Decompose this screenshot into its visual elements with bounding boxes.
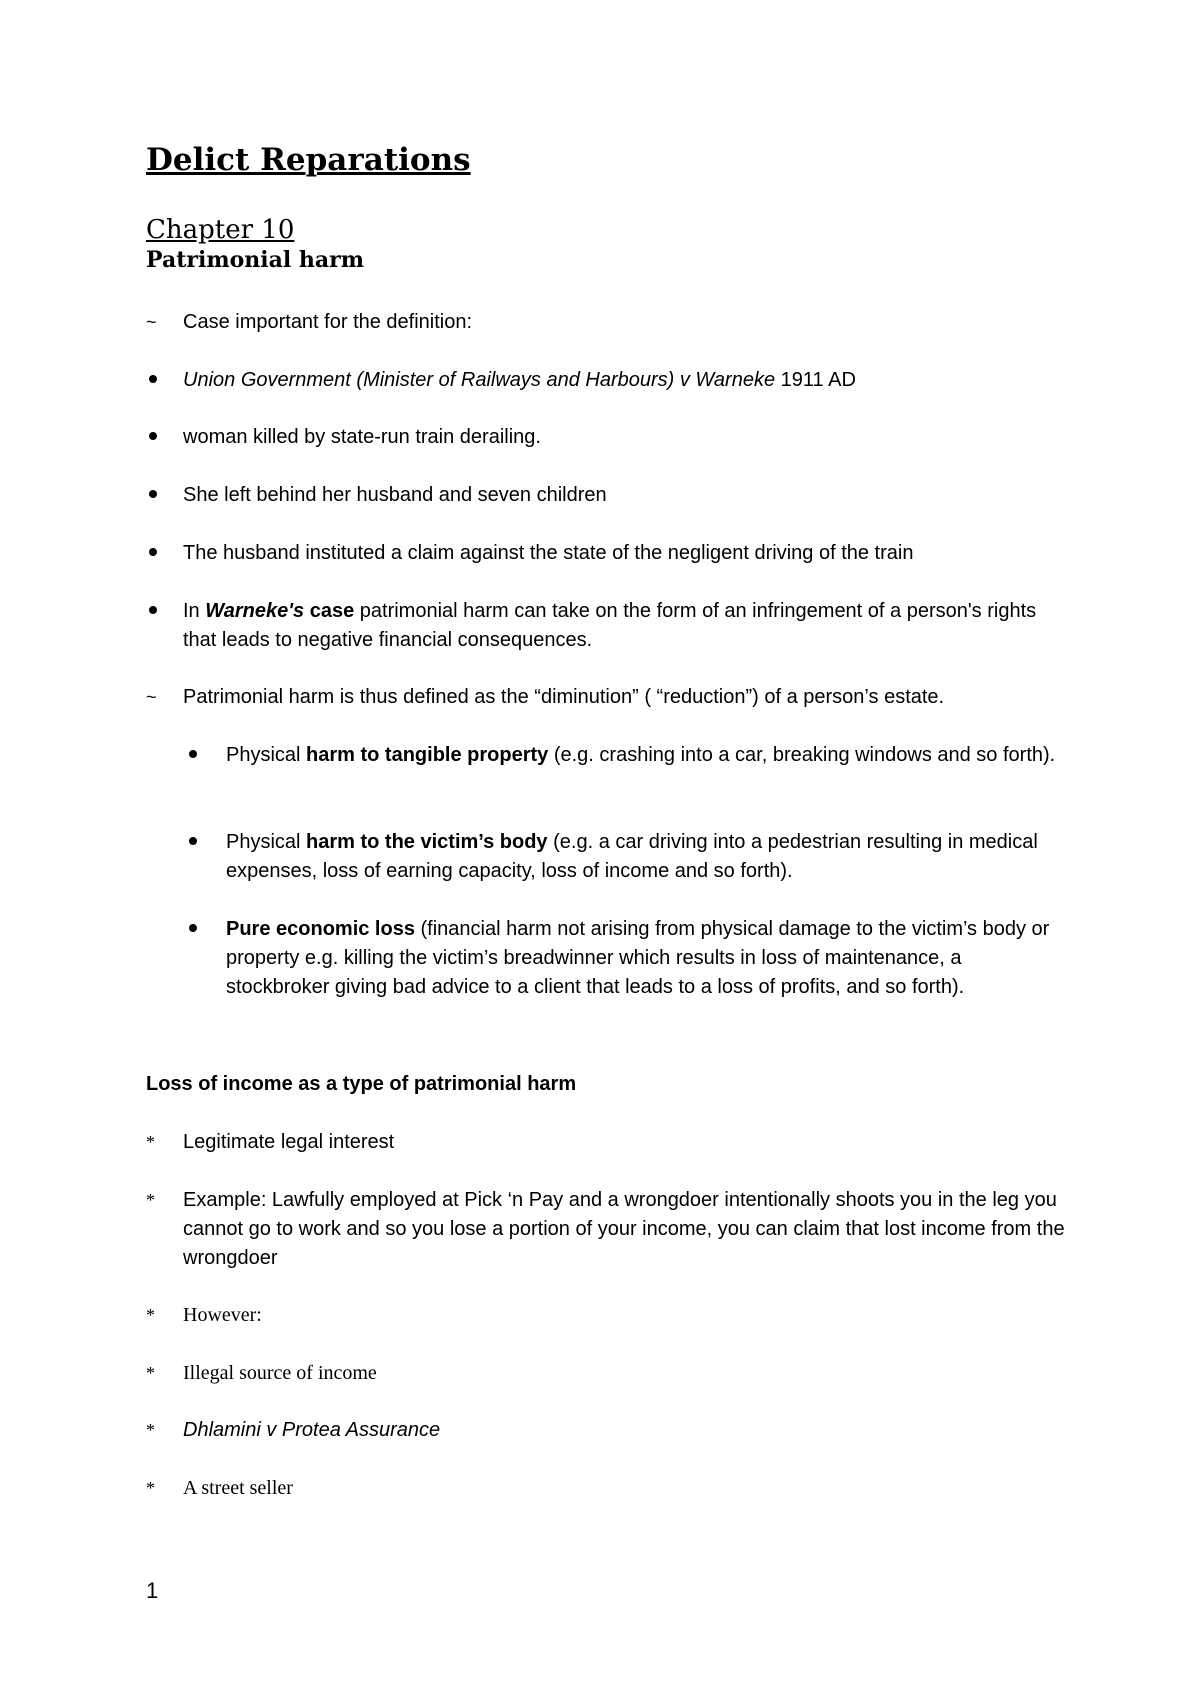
section-subtitle: Patrimonial harm: [146, 247, 365, 273]
bullet-icon: [146, 481, 176, 510]
tilde-marker: ~: [146, 312, 157, 332]
star-item-text: Legitimate legal interest: [183, 1131, 395, 1153]
warneke-name: Warneke's: [205, 600, 305, 622]
bullet-icon: [186, 915, 216, 944]
asterisk-marker: *: [146, 1478, 155, 1498]
bullet-icon: [146, 539, 176, 568]
document-title: Delict Reparations: [146, 142, 471, 178]
asterisk-marker: *: [146, 1305, 155, 1325]
chapter-heading: Chapter 10: [146, 215, 295, 245]
list-item-text: She left behind her husband and seven children: [183, 484, 607, 506]
bullet-icon: [146, 366, 176, 395]
bullet-icon: [146, 423, 176, 452]
list-item-text: woman killed by state-run train derailing.: [183, 426, 541, 448]
star-item-text: A street seller: [183, 1477, 293, 1499]
page-content: Delict Reparations Chapter 10 Patrimonial harm ~ Case important for the definition: Union Government (Minister of Railways and Harbours) v Warneke 1911 AD woman killed by state-run train derailing. She left behind her husband and seven children The husband instituted a claim against the state of the negligent driving of the train In Warneke's case patrimonial harm can take on the form of an infringement of a person's rights that leads to negative financial consequences. ~ Patrimonial harm is thus defined as the “diminution” ( “reduction”) of a person’s estate. Physical harm to tangible property (e.g. crashing into a car, breaking windows and so forth). Physical harm to the victim’s body (e.g. a car driving into a pedestrian resulting in medical expenses, loss of earning capacity, loss of income and so forth). Pure economic loss (financial harm not arising from physical damage to the victim’s body or property e.g. killing the victim’s breadwinner which results in loss of maintenance, a stockbroker giving bad advice to a client that leads to a loss of profits, and so forth). Loss of income as a type of patrimonial harm * Legitimate legal interest * Example: Lawfully employed at Pick ‘n Pay and a wrongdoer intentionally shoots you in the leg you cannot go to work and so you lose a portion of your income, you can claim that lost income from the wrongdoer * However: * Illegal source of income * Dhlamini v Protea Assurance * A street seller: [146, 140, 1066, 274]
page-number: 1: [146, 1578, 159, 1603]
bullet-icon: [186, 828, 216, 857]
asterisk-marker: *: [146, 1363, 155, 1383]
asterisk-marker: *: [146, 1190, 155, 1210]
case-name: Union Government (Minister of Railways and Harbours) v Warneke: [183, 369, 776, 391]
bullet-icon: [146, 597, 176, 626]
star-item-text: Dhlamini v Protea Assurance: [183, 1419, 441, 1441]
bullet-icon: [186, 741, 216, 770]
definition-text: Patrimonial harm is thus defined as the “diminution” ( “reduction”) of a person’s estate.: [183, 686, 945, 708]
asterisk-marker: *: [146, 1420, 155, 1440]
asterisk-marker: *: [146, 1132, 155, 1152]
section-heading: Loss of income as a type of patrimonial harm: [146, 1073, 577, 1095]
case-citation: 1911 AD: [775, 369, 856, 391]
star-item-text: However:: [183, 1304, 262, 1326]
star-item-text: Example: Lawfully employed at Pick ‘n Pay and a wrongdoer intentionally shoots you in the leg you cannot go to work and so you lose a portion of your income, you can claim that lost income from the wrongdoer: [183, 1189, 1065, 1269]
list-item-text: The husband instituted a claim against the state of the negligent driving of the train: [183, 542, 914, 564]
intro-text: Case important for the definition:: [183, 311, 473, 333]
star-item-text: Illegal source of income: [183, 1362, 377, 1384]
tilde-marker: ~: [146, 687, 157, 707]
